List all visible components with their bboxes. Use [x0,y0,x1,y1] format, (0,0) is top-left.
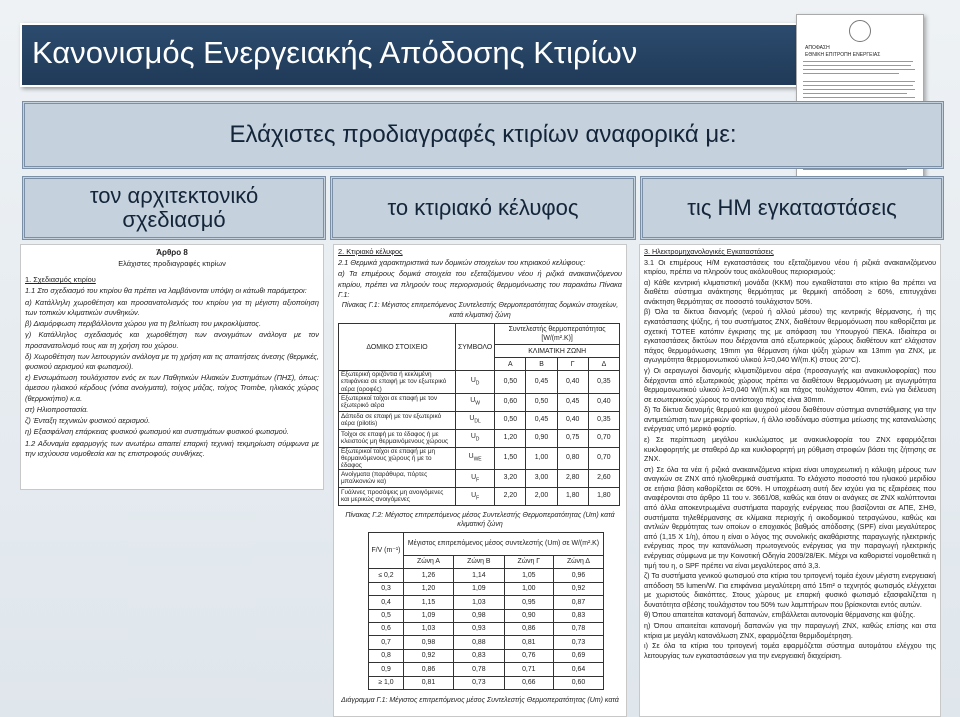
value-cell: 3,00 [526,469,557,487]
value-cell: 0,40 [588,393,619,411]
article-heading: Άρθρο 8 [156,248,188,257]
page-title: Κανονισμός Ενεργειακής Απόδοσης Κτιρίων [32,35,638,70]
paragraph: 2.1 Θερμικά χαρακτηριστικά των δομικών στοιχείων του κτιριακού κελύφους: [338,258,586,268]
paragraph: η) Όπου απαιτείται κατανομή δαπανών για την παραγωγή ΖΝΧ, καθώς επίσης και στα κτίρια με μεγάλη κατανάλωση ΖΝΧ, εφαρμόζεται θερμιδομέτρηση. [644,620,936,640]
table-row [369,609,604,622]
value-cell: 0,73 [453,676,504,689]
zone-d: Ζώνη Δ [553,556,603,569]
section-title: 2. Κτιριακό κέλυφος [338,247,403,256]
fv-cell: 0,4 [369,596,404,609]
paragraph: θ) Όπου απαιτείται κατανομή δαπανών, επιβάλλεται αυτονομία θέρμανσης και ψύξης. [644,610,916,620]
header-coefficient: Συντελεστής θερμοπερατότητας [W/(m².K)] [495,324,620,345]
symbol-cell: $U_{DL}$ [456,411,495,429]
paragraph: α) Κατάλληλη χωροθέτηση και προσανατολισμός του κτιρίου για τη μέγιστη αξιοποίηση των τοπικών κλιματικών συνθηκών. [25,297,319,317]
paragraph: ζ) Ένταξη τεχνικών φυσικού αερισμού. [25,416,151,426]
table1-caption: Πίνακας Γ.1: Μέγιστος επιτρεπόμενος Συντελεστής Θερμοπερατότητας δομικών στοιχείων, κατά κλιματική ζώνη [341,302,619,319]
value-cell: 0,93 [453,622,504,635]
category-envelope [330,176,636,240]
value-cell: 0,76 [504,649,553,662]
paragraph: 1.1 Στο σχεδιασμό του κτιρίου θα πρέπει να λαμβάνονται υπόψη οι κάτωθι παράμετροι: [25,286,307,296]
table-row [339,411,620,429]
value-cell: 0,86 [504,622,553,635]
value-cell: 1,00 [504,582,553,595]
value-cell: 0,50 [526,393,557,411]
header-zone: ΚΛΙΜΑΤΙΚΗ ΖΩΝΗ [495,345,620,358]
paragraph: α) Τα επιμέρους δομικά στοιχεία του εξεταζόμενου νέου ή ριζικά ανακαινιζόμενου κτιρίου, πρέπει να πληρούν τους περιορισμούς θερμομόνωσης του παρακάτω Πίνακα Γ.1: [338,269,622,299]
paragraph: α) Κάθε κεντρική κλιματιστική μονάδα (ΚΚΜ) που εγκαθίσταται στο κτίριο θα πρέπει να διαθέτει σύστημα ανάκτησης θερμότητας με θερμική απόδοση ≥ 60%, επιτυγχάνει ανάκτηση θερμότητας σε ποσοστό τουλάχιστον 50%. [644,277,936,306]
value-cell: 2,20 [495,487,526,505]
element-cell: Εξωτερικοί τοίχοι σε επαφή με τον εξωτερικό αέρα [339,393,456,411]
value-cell: 1,05 [504,569,553,582]
value-cell: 1,09 [453,582,504,595]
value-cell: 0,95 [504,596,553,609]
value-cell: 1,03 [453,596,504,609]
paragraph: ε) Σε περίπτωση μεγάλου κυκλώματος με ανακυκλοφορία του ΖΝΧ εφαρμόζεται κυκλοφορητής με σταθερό Δp και κυκλοφορητή μη ρύθμιση στροφών βάσει της ζήτησης σε ΖΝΧ. [644,434,936,464]
value-cell: 0,83 [453,649,504,662]
element-cell: Δάπεδα σε επαφή με τον εξωτερικό αέρα (pilotis) [339,411,456,429]
value-cell: 0,98 [404,636,454,649]
category-electromechanical [640,176,944,240]
value-cell: 0,40 [557,411,588,429]
value-cell: 0,88 [453,636,504,649]
value-cell: 0,35 [588,371,619,393]
value-cell: 1,50 [495,447,526,469]
paragraph: γ) Κατάλληλος σχεδιασμός και χωροθέτηση των ανοιγμάτων ανάλογα με τον προσανατολισμό τους και τη χρήση του χώρου. [25,330,319,350]
element-cell: Εξωτερική οριζόντια ή κεκλιμένη επιφάνεια σε επαφή με τον εξωτερικό αέρα (οροφές) [339,371,456,393]
section-title: 1. Σχεδιασμός κτιρίου [25,275,96,285]
table-row [339,429,620,447]
table-row [369,649,604,662]
value-cell: 0,81 [404,676,454,689]
value-cell: 0,75 [557,429,588,447]
value-cell: 0,90 [526,429,557,447]
fv-cell: 0,6 [369,622,404,635]
fv-cell: 0,9 [369,663,404,676]
subtitle-panel [22,101,944,169]
element-cell: Εξωτερικοί τοίχοι σε επαφή με μη θερμαινόμενους χώρους ή με το έδαφος [339,447,456,469]
value-cell: 0,71 [504,663,553,676]
value-cell: 0,69 [553,649,603,662]
table-row [369,622,604,635]
paragraph: 3.1 Οι επιμέρους Η/Μ εγκαταστάσεις του εξεταζόμενου νέου ή ριζικά ανακαινιζόμενου κτιρίου, πρέπει να πληρούν τους ακόλουθους περιορισμούς: [644,257,936,277]
header-fv: F/V (m⁻¹) [369,533,404,569]
table-row [339,393,620,411]
symbol-cell: $U_W$ [456,393,495,411]
value-cell: 1,26 [404,569,454,582]
zone-b: Ζώνη Β [453,556,504,569]
table-row [369,582,604,595]
value-cell: 1,00 [526,447,557,469]
diagram-caption: Διάγραμμα Γ.1: Μέγιστος επιτρεπόμενος μέσος Συντελεστής Θερμοπερατότητας (Um) κατά [341,696,619,704]
category-label: το κτιριακό κέλυφος [387,194,579,220]
table-row [339,371,620,393]
paragraph: δ) Τα δίκτυα διανομής θερμού και ψυχρού μέσου διαθέτουν σύστημα αντιστάθμισης για την αντιμετώπιση των μερικών φορτίων, ή άλλο ισοδύναμο σύστημα μείωσης της καταναλώσης ενέργειας υπό μερικό φορτίο. [644,405,936,434]
fv-cell: 0,7 [369,636,404,649]
table-row [369,636,604,649]
table-row [369,663,604,676]
value-cell: 1,20 [404,582,454,595]
value-cell: 0,60 [553,676,603,689]
value-cell: 1,80 [588,487,619,505]
value-cell: 2,60 [588,469,619,487]
zone-a: Α [495,358,526,371]
paragraph: ε) Ενσωμάτωση τουλάχιστον ενός εκ των Παθητικών Ηλιακών Συστημάτων (ΠΗΣ), όπως: άμεσου ηλιακού κέρδους (νότια ανοίγματα), τοίχος μάζας, τοίχος Trombe, ηλιακός χώρος (θερμοκήπιο) κ.α. [25,373,319,403]
value-cell: 0,50 [495,371,526,393]
value-cell: 0,40 [557,371,588,393]
zone-c: Γ [557,358,588,371]
section-title: 3. Ηλεκτρομηχανολογικές Εγκαταστάσεις [644,247,774,256]
u-values-table [338,323,620,505]
table2-caption: Πίνακας Γ.2: Μέγιστος επιτρεπόμενος μέσος Συντελεστής Θερμοπερατότητας (Um) κατά κλιματική ζώνη [345,511,615,529]
zone-d: Δ [588,358,619,371]
value-cell: 0,45 [526,411,557,429]
symbol-cell: $U_{WE}$ [456,447,495,469]
document-excerpt-architectural [20,244,324,490]
element-cell: Ανοίγματα (παράθυρα, πόρτες μπαλκονιών κα) [339,469,456,487]
value-cell: 2,80 [557,469,588,487]
value-cell: 0,60 [495,393,526,411]
mean-u-values-table [368,532,604,690]
value-cell: 0,35 [588,411,619,429]
category-label: τις ΗΜ εγκαταστάσεις [687,194,897,220]
fv-cell: ≥ 1,0 [369,676,404,689]
paragraph: η) Εξασφάλιση επάρκειας φυσικού φωτισμού και συστημάτων φυσικού φωτισμού. [25,427,289,437]
symbol-cell: $U_D$ [456,371,495,393]
document-excerpt-electromechanical [639,244,941,717]
value-cell: 0,92 [404,649,454,662]
value-cell: 0,86 [404,663,454,676]
value-cell: 0,78 [553,622,603,635]
value-cell: 1,14 [453,569,504,582]
value-cell: 0,45 [526,371,557,393]
paragraph: β) Όλα τα δίκτυα διανομής (νερού ή αλλού μέσου) της κεντρικής θέρμανσης, ή της εγκατάστασης ψύξης, ή του συστήματος ΖΝΧ, διαθέτουν θερμομόνωση που καθορίζεται με σχετική ΤΟΤΕΕ κατόπιν έγκρισης της με απόφαση του Υπουργού ΠΕΚΑ. Ιδιαίτερα οι εγκαταστάσεις δικτύων που διέρχονται από εξωτερικούς χώρους διαθέτουν κατ' ελάχιστον πάχος θερμομόνωσης 19mm για θέρμανση ή/και ψύξη χώρων και 13mm για ΖΝΧ, με αγωγιμότητα θερμομονωτικού υλικού λ=0,040 W/(m.K) στους 20°C). [644,307,936,365]
paragraph: ζ) Τα συστήματα γενικού φωτισμού στα κτίρια του τριτογενή τομέα έχουν μέγιστη ενεργειακή απόδοση 55 lumen/W. Για επιφάνεια μεγαλύτερη από 15m² ο τεχνητός φωτισμός ελέγχεται με χωριστούς διακόπτες. Στους χώρους με επαρκή φυσικό φωτισμό εξασφαλίζεται η δυνατότητα σβέσης τουλάχιστον του 50% των λαμπτήρων που βρίσκονται εντός αυτών. [644,571,936,609]
fv-cell: 0,5 [369,609,404,622]
header-element: ΔΟΜΙΚΟ ΣΤΟΙΧΕΙΟ [339,324,456,371]
zone-a: Ζώνη Α [404,556,454,569]
value-cell: 1,03 [404,622,454,635]
category-label: τον αρχιτεκτονικό σχεδιασμό [89,182,259,232]
title-bar [20,23,800,87]
value-cell: 1,09 [404,609,454,622]
paragraph: 1.2 Αδυναμία εφαρμογής των ανωτέρω απαιτεί επαρκή τεχνική τεκμηρίωση σύμφωνα με την ισχύουσα νομοθεσία και τις επιστροφούς συνθήκες. [25,438,319,458]
paragraph: β) Διαμόρφωση περιβάλλοντα χώρου για τη βελτίωση του μικροκλίματος. [25,319,262,329]
value-cell: 2,00 [526,487,557,505]
greek-emblem-icon [849,20,871,42]
value-cell: 0,45 [557,393,588,411]
value-cell: 0,90 [504,609,553,622]
symbol-cell: $U_F$ [456,487,495,505]
table-row [339,447,620,469]
value-cell: 1,80 [557,487,588,505]
table-row [369,676,604,689]
table-row [369,569,604,582]
value-cell: 3,20 [495,469,526,487]
element-cell: Γυάλινες προσόψεις μη ανοιγόμενες και μερικώς ανοιγόμενες [339,487,456,505]
value-cell: 0,87 [553,596,603,609]
law-doc-line2: ΕΘΝΙΚΗ ΕΠΙΤΡΟΠΗ ΕΝΕΡΓΕΙΑΣ [805,52,881,58]
value-cell: 0,70 [588,447,619,469]
fv-cell: 0,3 [369,582,404,595]
value-cell: 0,80 [557,447,588,469]
table-row [369,596,604,609]
subtitle: Ελάχιστες προδιαγραφές κτιρίων αναφορικά με: [229,120,737,148]
value-cell: 0,64 [553,663,603,676]
symbol-cell: $U_F$ [456,469,495,487]
value-cell: 0,50 [495,411,526,429]
value-cell: 0,96 [553,569,603,582]
header-symbol: ΣΥΜΒΟΛΟ [456,324,495,371]
zone-b: Β [526,358,557,371]
paragraph: γ) Οι αεραγωγοί διανομής κλιματιζόμενου αέρα (προσαγωγής και ανακυκλοφορίας) που διέρχονται από εξωτερικούς χώρους πρέπει να διαθέτουν θερμομόνωση με αγωγιμότητα θερμομονωτικού υλικού λ=0,040 W/(m.K) και πάχος τουλάχιστον 40mm, ενώ για διέλευση σε εσωτερικούς χώρους το αντίστοιχο πάχος είναι 30mm. [644,365,936,404]
paragraph: δ) Χωροθέτηση των λειτουργιών ανάλογα με τη χρήση και τις απαιτήσεις άνεσης (θερμικές, φυσικού αερισμού και φωτισμού). [25,351,319,371]
value-cell: 1,20 [495,429,526,447]
table-row [339,487,620,505]
paragraph: ι) Σε όλα τα κτίρια του τριτογενή τομέα εφαρμόζεται σύστημα αυτομάτου ελέγχου της λειτουργίας των εγκαταστάσεων για την ενεργειακή διαχείριση. [644,641,936,660]
category-architectural [22,176,326,240]
law-doc-line1: ΑΠΟΦΑΣΗ [805,45,830,51]
paragraph: στ) Σε όλα τα νέα ή ριζικά ανακαινιζόμενα κτίρια είναι υποχρεωτική η κάλυψη μέρους των αναγκών σε ΖΝΧ από ηλιοθερμικά συστήματα. Το ελάχιστο ποσοστό του ηλιακού μεριδίου σε ετήσια βάση καθορίζεται σε 60%. Η υποχρέωση αυτή δεν ισχύει για τις εξαιρέσεις που αναφέρονται στο άρθρο 11 του ν. 3661/08, καθώς και όταν οι ανάγκες σε ΖΝΧ καλύπτονται από άλλα αποκεντρωμένα συστήματα παροχής ενέργειας που βασίζονται σε ΑΠΕ, ΣΗΘ, συστήματα τηλεθέρμανσης σε κλίμακα περιοχής ή οικοδομικού τετραγώνου, καθώς και αντλιών θερμότητας των οποίων ο εποχιακός βαθμός απόδοσης (SPF) είναι μεγαλύτερος από (1,15 Χ 1/η), όπου η είναι ο λόγος της συνολικής ακαθάριστης παραγωγής ηλεκτρικής ενέργειας προς την κατανάλωση πρωτογενούς ενέργειας για την παραγωγή ηλεκτρικής ενέργειας σύμφωνα με την Κοινοτική Οδηγία 2009/28/ΕΚ. Μέχρι να καθοριστεί νομοθετικά η τιμή του η, ο SPF πρέπει να είναι μεγαλύτερος από 3,3. [644,464,936,570]
value-cell: 0,81 [504,636,553,649]
value-cell: 0,66 [504,676,553,689]
article-subheading: Ελάχιστες προδιαγραφές κτιρίων [118,259,226,269]
zone-c: Ζώνη Γ [504,556,553,569]
fv-cell: ≤ 0,2 [369,569,404,582]
value-cell: 0,98 [453,609,504,622]
value-cell: 1,15 [404,596,454,609]
symbol-cell: $U_D$ [456,429,495,447]
value-cell: 0,70 [588,429,619,447]
value-cell: 0,83 [553,609,603,622]
header-mean-coefficient: Μέγιστος επιτρεπόμενος μέσος συντελεστής (Um) σε W/(m².K) [404,533,604,556]
table-row [339,469,620,487]
element-cell: Τοίχοι σε επαφή με το έδαφος ή με κλειστούς μη θερμαινόμενους χώρους [339,429,456,447]
value-cell: 0,92 [553,582,603,595]
document-excerpt-envelope [333,244,627,717]
paragraph: στ) Ηλιοπροστασία. [25,404,89,414]
value-cell: 0,73 [553,636,603,649]
value-cell: 0,78 [453,663,504,676]
fv-cell: 0,8 [369,649,404,662]
